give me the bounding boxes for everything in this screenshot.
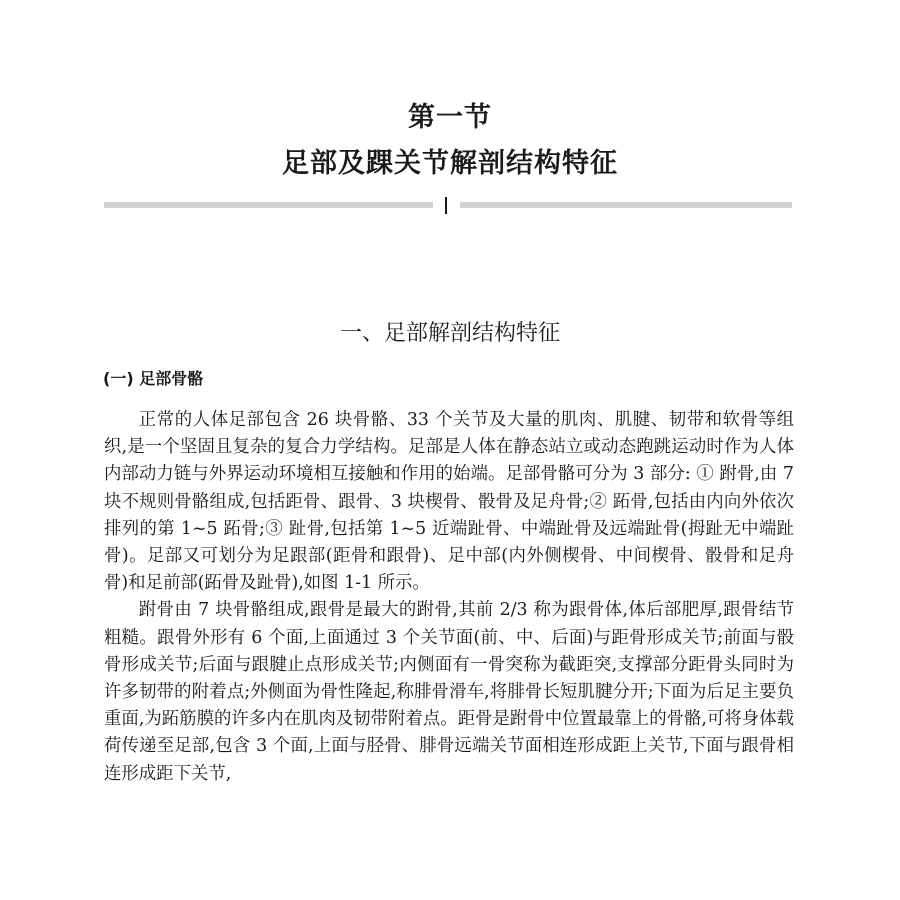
title-divider-right xyxy=(460,202,792,208)
subsection-heading: 一、足部解剖结构特征 xyxy=(339,321,560,346)
title-divider-center-mark xyxy=(445,197,447,214)
section-number: 第一节 xyxy=(408,102,492,133)
body-text xyxy=(104,407,794,788)
sub-subsection-heading: (一) 足部骨骼 xyxy=(103,369,204,388)
paragraph-1: 正常的人体足部包含 26 块骨骼、33 个关节及大量的肌肉、肌腱、韧带和软骨等组织,是一个坚固且复杂的复合力学结构。足部是人体在静态站立或动态跑跳运动时作为人体内部动力链与外界运动环境相互接触和作用的始端。足部骨骼可分为 3 部分: ① 跗骨,由 7 块不规则骨骼组成,包括距骨、跟骨、3 块楔骨、骰骨及足舟骨;② 跖骨,包括由内向外依次排列的第 1~5 跖骨;③ 趾骨,包括第 1~5 近端趾骨、中端趾骨及远端趾骨(拇趾无中端趾骨)。足部又可划分为足跟部(距骨和跟骨)、足中部(内外侧楔骨、中间楔骨、骰骨和足舟骨)和足前部(跖骨及趾骨),如图 1-1 所示。 xyxy=(104,410,794,594)
section-title: 足部及踝关节解剖结构特征 xyxy=(282,148,618,179)
title-divider-left xyxy=(104,202,433,208)
paragraph-2: 跗骨由 7 块骨骼组成,跟骨是最大的跗骨,其前 2/3 称为跟骨体,体后部肥厚,跟骨结节粗糙。跟骨外形有 6 个面,上面通过 3 个关节面(前、中、后面)与距骨形成关节;前面与骰骨形成关节;后面与跟腱止点形成关节;内侧面有一骨突称为截距突,支撑部分距骨头同时为许多韧带的附着点;外侧面为骨性隆起,称腓骨滑车,将腓骨长短肌腱分开;下面为后足主要负重面,为跖筋膜的许多内在肌肉及韧带附着点。距骨是跗骨中位置最靠上的骨骼,可将身体载荷传递至足部,包含 3 个面,上面与胫骨、腓骨远端关节面相连形成距上关节,下面与跟骨相连形成距下关节, xyxy=(104,600,794,784)
